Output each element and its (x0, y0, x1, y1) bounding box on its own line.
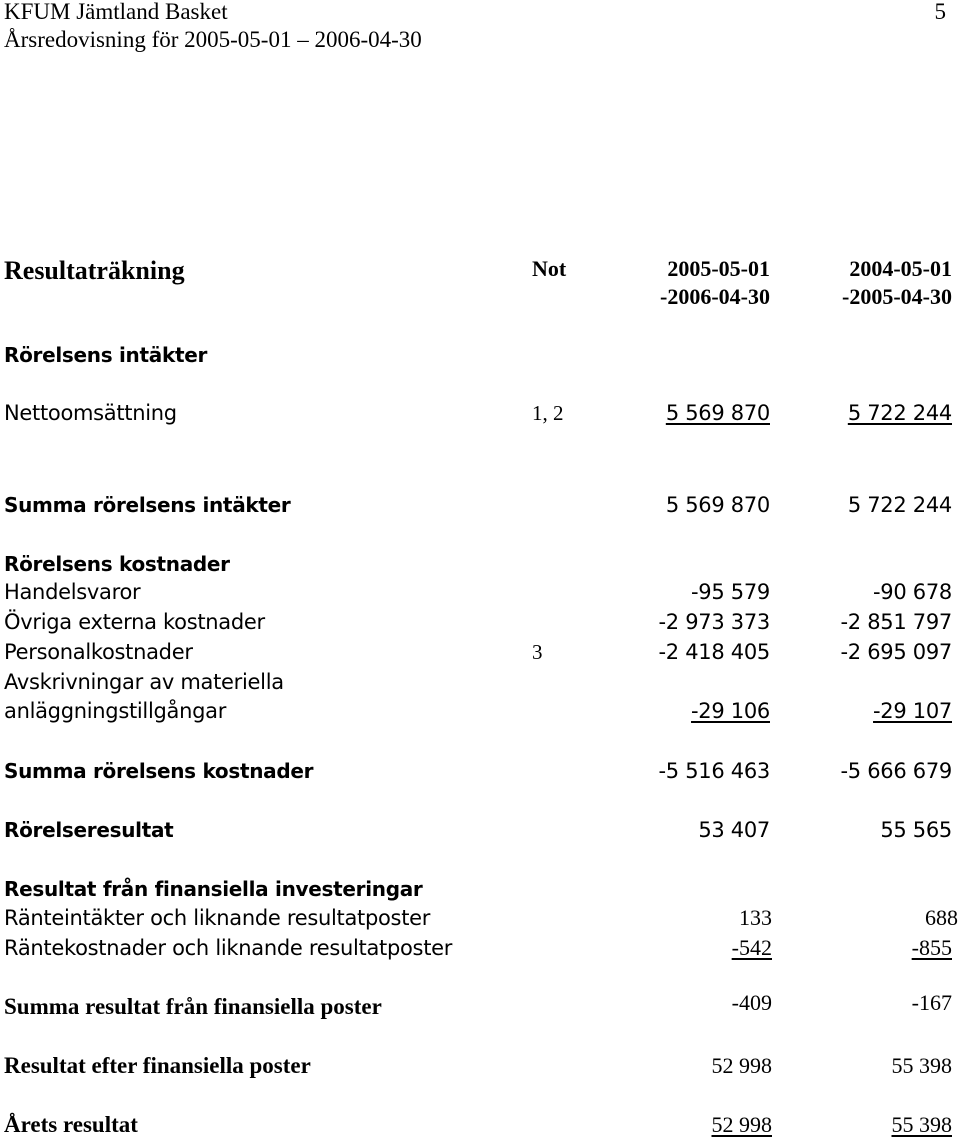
section-heading (0, 340, 960, 370)
table-row (0, 490, 960, 520)
row-value-current: -2 973 373 (658, 610, 770, 634)
row-label: Personalkostnader (4, 640, 193, 664)
section-financial-label: Resultat från finansiella investeringar (4, 877, 423, 901)
table-row (0, 1051, 960, 1081)
col2-header-line2: -2005-04-30 (842, 284, 952, 309)
table-row (0, 933, 960, 963)
row-value-current: 52 998 (711, 1053, 772, 1078)
document-header-org: KFUM Jämtland Basket (4, 0, 228, 24)
row-value-previous: 55 398 (891, 1112, 952, 1137)
table-row (0, 992, 960, 1022)
row-label: Summa resultat från finansiella poster (4, 994, 382, 1019)
row-label: Avskrivningar av materiella (4, 670, 284, 694)
row-value-current: 5 569 870 (665, 493, 770, 517)
row-value-previous: -2 851 797 (840, 610, 952, 634)
table-row (0, 398, 960, 428)
row-note: 1, 2 (532, 401, 564, 425)
row-label: Nettoomsättning (4, 401, 177, 425)
row-value-previous: -29 107 (873, 699, 952, 723)
document-header-subtitle: Årsredovisning för 2005-05-01 – 2006-04-30 (4, 27, 422, 52)
row-value-current: -5 516 463 (658, 759, 770, 783)
section-income-label: Rörelsens intäkter (4, 343, 208, 367)
row-label: Summa rörelsens kostnader (4, 759, 314, 783)
col1-header-line2: -2006-04-30 (660, 284, 770, 309)
row-label: Rörelseresultat (4, 818, 174, 842)
table-row (0, 696, 960, 726)
row-value-current: 5 569 870 (665, 401, 770, 425)
table-row (0, 1110, 960, 1140)
table-row (0, 577, 960, 607)
row-label: anläggningstillgångar (4, 699, 227, 723)
row-value-previous: -2 695 097 (840, 640, 952, 664)
row-value-current: -29 106 (691, 699, 770, 723)
col-not-header: Not (532, 256, 567, 281)
table-row (0, 637, 960, 667)
section-costs-label: Rörelsens kostnader (4, 552, 230, 576)
row-value-previous: 5 722 244 (847, 401, 952, 425)
row-value-previous: 688 (925, 905, 958, 930)
row-value-previous: -167 (911, 990, 952, 1015)
table-row (0, 756, 960, 786)
row-value-previous: -90 678 (873, 580, 952, 604)
row-label: Årets resultat (4, 1112, 138, 1137)
row-value-current: 52 998 (711, 1112, 772, 1137)
row-label: Räntekostnader och liknande resultatposter (4, 936, 453, 960)
table-row (0, 903, 960, 933)
row-value-current: 53 407 (698, 818, 770, 842)
table-row (0, 607, 960, 637)
row-value-previous: 55 398 (891, 1053, 952, 1078)
section-heading (0, 874, 960, 904)
col1-header-line1: 2005-05-01 (667, 256, 770, 281)
table-row (0, 815, 960, 845)
row-value-current: -95 579 (691, 580, 770, 604)
row-label: Resultat efter finansiella poster (4, 1053, 311, 1078)
row-value-previous: 5 722 244 (847, 493, 952, 517)
row-label: Summa rörelsens intäkter (4, 493, 291, 517)
col2-header-line1: 2004-05-01 (849, 256, 952, 281)
row-value-current: 133 (739, 905, 772, 930)
row-label: Ränteintäkter och liknande resultatposter (4, 906, 431, 930)
row-value-previous: -855 (911, 935, 952, 960)
row-value-previous: -5 666 679 (840, 759, 952, 783)
statement-heading-row2 (0, 282, 960, 312)
row-label: Övriga externa kostnader (4, 610, 265, 634)
row-value-current: -409 (731, 990, 772, 1015)
section-heading (0, 549, 960, 579)
statement-title: Resultaträkning (4, 256, 185, 285)
table-row-label-continuation (0, 667, 960, 697)
row-value-current: -542 (731, 935, 772, 960)
row-label: Handelsvaror (4, 580, 141, 604)
row-value-current: -2 418 405 (658, 640, 770, 664)
page-number: 5 (934, 0, 946, 24)
row-note: 3 (532, 640, 543, 664)
row-value-previous: 55 565 (880, 818, 952, 842)
